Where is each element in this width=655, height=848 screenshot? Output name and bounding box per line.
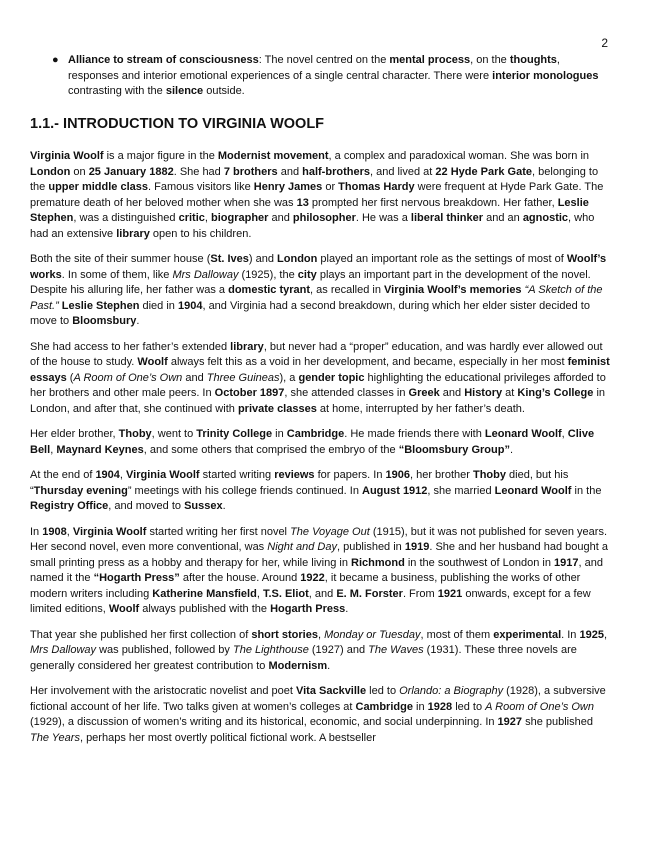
text-run: were frequent at Hyde Park Gate. The premature death of her beloved mother when she was: [30, 181, 604, 209]
bold-text: Maynard Keynes: [56, 443, 144, 456]
bold-text: half-brothers: [302, 165, 370, 178]
text-run: after the house. Around: [179, 572, 301, 584]
text-run: ,: [561, 428, 568, 440]
bold-text: 1922: [300, 572, 325, 584]
text-run: (1929), a discussion of women’s writing and its historical, economic, and social underpinning. In: [30, 716, 498, 728]
bold-text: Leslie Stephen: [30, 196, 589, 224]
bold-text: Virginia Woolf: [126, 469, 200, 481]
bold-text: Hogarth Press: [270, 603, 346, 615]
text-run: . She had: [173, 165, 224, 178]
italic-title: “A Sketch of the Past.”: [30, 284, 603, 312]
text-run: . He made friends there with: [344, 428, 485, 440]
text-run: Her elder brother,: [30, 428, 119, 440]
bold-text: 25 January 1882: [88, 165, 174, 178]
text-run: on: [70, 165, 89, 178]
text-run: , published in: [336, 541, 405, 553]
text-run: , and some others that comprised the embryo of the: [143, 443, 399, 456]
bold-text: silence: [165, 85, 204, 97]
italic-title: Orlando: a Biography: [399, 685, 504, 697]
text-run: and: [182, 371, 207, 384]
bold-text: London: [30, 165, 71, 178]
text-run: .: [222, 500, 226, 512]
text-run: died, but his “: [30, 469, 569, 497]
italic-title: The Waves: [368, 644, 424, 656]
italic-title: A Room of One’s Own: [485, 700, 594, 713]
bold-text: Thoby: [472, 469, 506, 481]
text-run: .: [327, 659, 331, 672]
bold-text: 1917: [554, 556, 579, 569]
text-run: prompted her first nervous breakdown. Her father,: [308, 196, 558, 209]
bold-text: 13: [296, 196, 309, 209]
text-run: : The novel centred on the: [258, 54, 390, 66]
page-number: 2: [601, 36, 608, 50]
text-run: Her involvement with the aristocratic novelist and poet: [30, 685, 296, 697]
text-run: , was a distinguished: [73, 212, 179, 224]
bold-text: Leonard Woolf: [484, 428, 562, 440]
bold-text: Clive Bell: [30, 428, 595, 456]
text-run: , she married: [427, 484, 495, 497]
text-run: ), a: [279, 371, 299, 384]
text-run: ,: [119, 469, 127, 481]
bold-text: King’s College: [517, 387, 594, 399]
bold-text: Thomas Hardy: [338, 181, 415, 193]
text-run: contrasting with the: [68, 85, 166, 97]
bold-text: interior monologues: [492, 69, 599, 82]
text-run: , perhaps her most overtly political fictional work. A bestseller: [79, 731, 376, 744]
bold-text: Greek: [408, 387, 440, 399]
bold-text: Henry James: [253, 181, 323, 193]
bold-text: 1928: [427, 700, 453, 713]
text-run: , it became a business, publishing the works of other modern writers including: [30, 572, 581, 600]
bold-text: 1921: [437, 587, 463, 600]
text-run: is a major figure in the: [103, 150, 218, 162]
italic-title: Three Guineas: [206, 371, 280, 384]
bold-text: critic: [178, 212, 205, 224]
bold-text: reviews: [274, 469, 315, 481]
paragraph: [30, 427, 612, 458]
text-run: started writing her first novel: [146, 525, 291, 538]
text-run: (1915), but it was not published for seven years. Her second novel, even more conventional, was: [30, 525, 608, 553]
text-run: onwards, except for a few limited editions,: [30, 587, 591, 615]
bold-text: experimental: [493, 628, 562, 641]
text-run: ,: [66, 525, 73, 538]
bold-text: Thursday evening: [33, 484, 128, 497]
bold-text: Cambridge: [355, 700, 413, 713]
bold-text: T.S. Eliot: [262, 587, 309, 600]
text-run: . From: [402, 587, 438, 600]
bold-text: 7 brothers: [223, 165, 278, 178]
text-run: led to: [452, 700, 486, 713]
bold-text: 1904: [177, 299, 203, 312]
text-run: . In: [561, 628, 580, 641]
text-run: . He was a: [355, 212, 411, 224]
text-run: (1925), the: [238, 268, 298, 281]
text-run: always felt this as a void in her development, and became, especially in her most: [167, 356, 568, 368]
text-run: outside.: [203, 85, 245, 97]
bold-text: Richmond: [351, 556, 405, 569]
text-run: , and Virginia had a second breakdown, during which her elder sister decided to move to: [30, 299, 590, 327]
paragraph: [30, 149, 612, 242]
bold-text: Cambridge: [286, 428, 345, 440]
bold-text: 1927: [497, 716, 523, 728]
text-run: in the: [571, 484, 602, 497]
italic-title: Mrs Dalloway: [30, 644, 97, 656]
text-run: ,: [204, 212, 211, 224]
bold-text: mental process: [389, 54, 471, 66]
bold-text: Virginia Woolf: [72, 525, 147, 538]
paragraph: [30, 252, 612, 330]
text-run: .: [509, 443, 514, 456]
text-run: .: [345, 603, 349, 615]
bold-text: Modernist movement: [217, 150, 329, 162]
text-run: started writing: [199, 469, 275, 481]
text-run: in London, and after that, she continued with: [30, 387, 606, 415]
text-run: open to his children.: [149, 227, 252, 240]
paragraph: [30, 340, 612, 418]
text-run: , and: [308, 587, 337, 600]
bullet-dot: ●: [52, 54, 59, 66]
text-run: (1931). These three novels are generally considered her greatest contribution to: [30, 644, 577, 672]
text-run: . In some of them, like: [61, 268, 173, 281]
text-run: She had access to her father’s extended: [30, 340, 231, 353]
bold-text: Woolf: [108, 603, 140, 615]
bold-text: 1906: [385, 469, 410, 481]
bold-text: feminist essays: [30, 356, 610, 384]
bold-text: 22 Hyde Park Gate: [435, 165, 533, 178]
body-text: [30, 149, 612, 756]
text-run: ,: [256, 587, 263, 600]
bold-text: city: [297, 268, 317, 281]
text-run: , and named it the: [30, 556, 603, 584]
text-run: in the southwest of London in: [404, 556, 555, 569]
bold-text: Trinity College: [196, 428, 273, 440]
text-run: , as recalled in: [310, 284, 385, 296]
text-run: at: [502, 387, 518, 399]
text-run: , and moved to: [108, 500, 185, 512]
text-run: for papers. In: [314, 469, 386, 481]
paragraph: [30, 628, 612, 675]
italic-title: A Room of One’s Own: [73, 371, 183, 384]
text-run: played an important role as the settings of most of: [317, 253, 567, 265]
bold-text: St. Ives: [210, 253, 249, 265]
text-run: was published, followed by: [96, 644, 233, 656]
paragraph: [30, 468, 612, 515]
text-run: . Famous visitors like: [148, 181, 254, 193]
italic-title: Night and Day: [267, 541, 337, 553]
bullet-text: [68, 53, 612, 100]
bold-text: Woolf’s works: [30, 253, 607, 281]
text-run: ,: [603, 628, 608, 641]
bold-text: Katherine Mansfield: [152, 587, 257, 600]
text-run: , her brother: [409, 469, 473, 481]
bold-text: Alliance to stream of consciousness: [68, 54, 259, 66]
bold-text: Modernism: [268, 659, 328, 672]
paragraph: [30, 684, 612, 746]
bold-text: agnostic: [522, 212, 569, 224]
bold-text: 1925: [579, 628, 604, 641]
bold-text: Sussex: [184, 500, 223, 512]
paragraph: [30, 525, 612, 618]
bold-text: library: [116, 227, 150, 240]
text-run: , she attended classes in: [284, 387, 409, 399]
bold-text: “Hogarth Press”: [93, 572, 180, 584]
text-run: In: [30, 525, 43, 538]
bold-text: Thoby: [118, 428, 152, 440]
bold-text: Leslie Stephen: [61, 299, 140, 312]
text-run: and: [268, 212, 293, 224]
bullet-item: [52, 53, 612, 100]
bold-text: Virginia Woolf’s memories: [384, 284, 522, 296]
bold-text: 1919: [404, 541, 430, 553]
text-run: always published with the: [139, 603, 271, 615]
bold-text: Virginia Woolf: [30, 150, 104, 162]
text-run: Both the site of their summer house (: [30, 253, 211, 265]
bold-text: E. M. Forster: [336, 587, 403, 600]
text-run: she published: [522, 716, 593, 728]
text-run: , responses and interior emotional experiences of a single central character. There were: [68, 54, 560, 82]
bold-text: library: [230, 340, 264, 353]
bold-text: short stories: [251, 628, 318, 641]
bold-text: Woolf: [137, 356, 168, 368]
italic-title: The Lighthouse: [232, 644, 309, 656]
bold-text: domestic tyrant: [228, 284, 311, 296]
italic-title: Mrs Dalloway: [172, 268, 239, 281]
bold-text: 1904: [95, 469, 120, 481]
text-run: ,: [50, 443, 57, 456]
text-run: , on the: [470, 54, 510, 66]
text-run: and: [439, 387, 465, 399]
text-run: (1928), a subversive fictional account of her life. Two talks given at women’s colleges at: [30, 685, 606, 713]
text-run: , and lived at: [369, 165, 436, 178]
text-run: , a complex and paradoxical woman. She was born in: [328, 150, 590, 162]
bold-text: upper middle class: [48, 181, 149, 193]
bold-text: Bloomsbury: [72, 315, 137, 327]
italic-title: Monday or Tuesday: [324, 628, 421, 641]
text-run: died in: [139, 299, 178, 312]
text-run: , who had an extensive: [30, 212, 595, 240]
bold-text: “Bloomsbury Group”: [398, 443, 510, 456]
bold-text: Leonard Woolf: [494, 484, 572, 497]
bold-text: London: [277, 253, 318, 265]
text-run: .: [136, 315, 140, 327]
text-run: and: [277, 165, 303, 178]
bold-text: liberal thinker: [410, 212, 484, 224]
bold-text: thoughts: [509, 54, 557, 66]
bold-text: private classes: [237, 402, 317, 415]
bold-text: biographer: [211, 212, 269, 224]
text-run: highlighting the educational privileges afforded to her brothers and other male peers. In: [30, 371, 606, 399]
text-run: at home, interrupted by her father’s death.: [316, 402, 525, 415]
text-run: plays an important part in the development of the novel. Despite his alluring life, her father was a: [30, 268, 591, 296]
text-run: . She and her husband had bought a small printing press as a hobby and therapy for her, while living in: [30, 541, 608, 569]
italic-title: The Voyage Out: [290, 525, 370, 538]
text-run: , belonging to the: [30, 165, 599, 193]
section-heading: 1.1.- INTRODUCTION TO VIRGINIA WOOLF: [30, 116, 325, 132]
text-run: At the end of: [30, 469, 96, 481]
bold-text: October 1897: [214, 387, 285, 399]
text-run: in: [272, 428, 287, 440]
text-run: ,: [317, 628, 325, 641]
bold-text: Registry Office: [30, 500, 109, 512]
bold-text: gender topic: [298, 371, 365, 384]
bold-text: Vita Sackville: [295, 685, 367, 697]
text-run: ” meetings with his college friends continued. In: [127, 484, 362, 497]
text-run: or: [322, 181, 339, 193]
bold-text: 1908: [42, 525, 67, 538]
text-run: That year she published her first collection of: [30, 628, 252, 641]
text-run: (: [66, 371, 74, 384]
text-run: (1927) and: [308, 644, 369, 656]
text-run: , went to: [151, 428, 197, 440]
text-run: led to: [366, 685, 400, 697]
bold-text: August 1912: [362, 484, 428, 497]
text-run: in: [412, 700, 428, 713]
bold-text: philosopher: [292, 212, 356, 224]
text-run: and an: [483, 212, 523, 224]
text-run: , most of them: [420, 628, 494, 641]
italic-title: The Years: [30, 731, 80, 744]
text-run: , but never had a “proper” education, and was hardly ever allowed out of the house to study.: [30, 340, 603, 368]
bold-text: History: [464, 387, 503, 399]
text-run: ) and: [248, 253, 278, 265]
